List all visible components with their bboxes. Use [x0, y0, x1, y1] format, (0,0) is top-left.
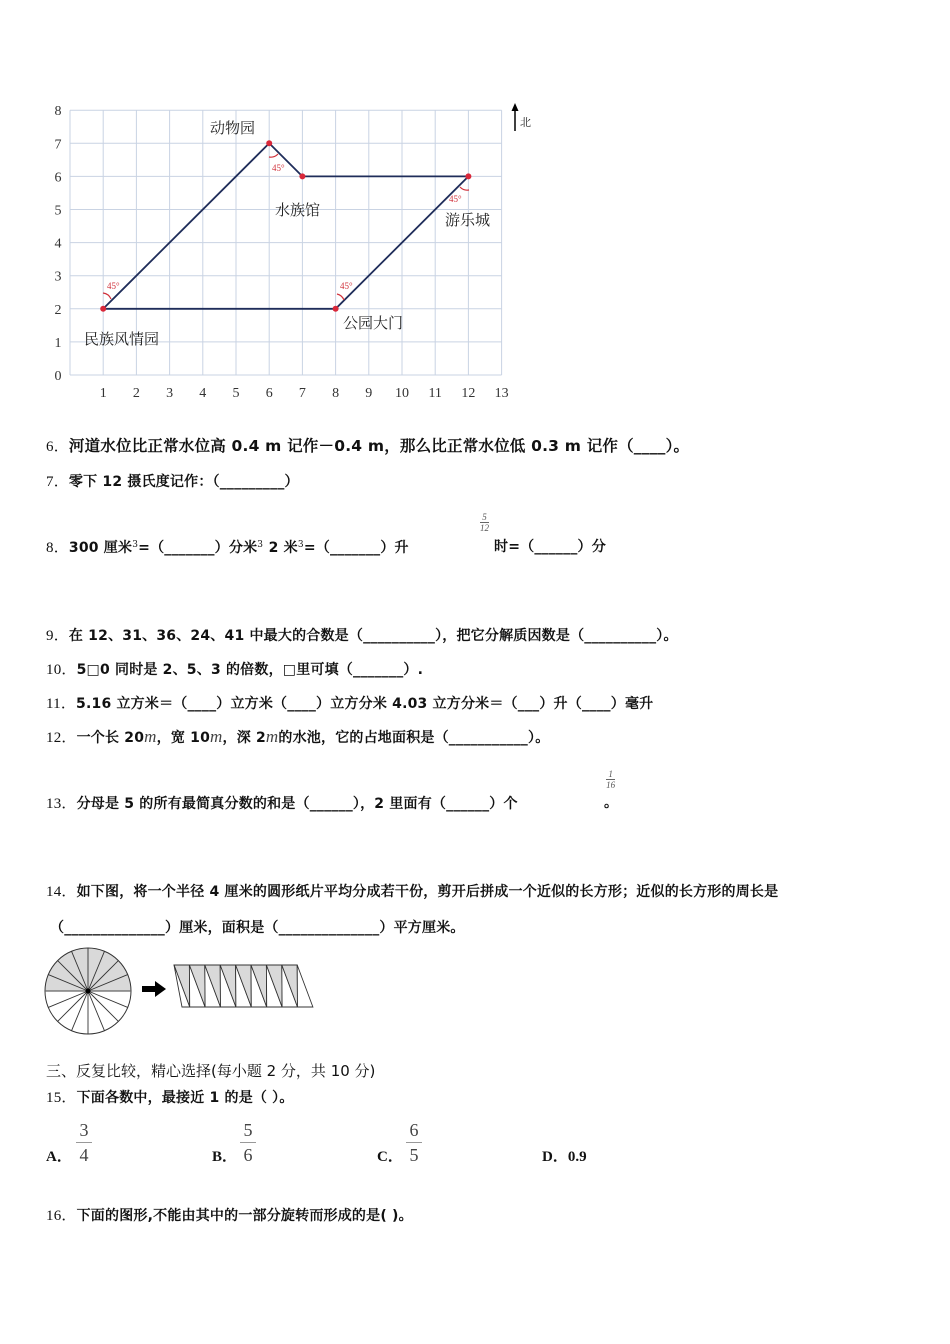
svg-text:5: 5 [54, 203, 62, 219]
svg-text:3: 3 [54, 269, 62, 285]
fraction-1-16: $\frac{1}{16}$ [606, 769, 616, 790]
question-14: 14．如下图，将一个半径 4 厘米的圆形纸片平均分成若干份，剪开后拼成一个近似的长方形；近似的长方形的周长是 [46, 884, 779, 900]
svg-text:12: 12 [461, 386, 476, 401]
angle-label: 45° [272, 163, 285, 173]
approx-rectangle [174, 965, 313, 1007]
question-7: 7．零下 12 摄氏度记作：（_________） [46, 474, 299, 490]
svg-text:7: 7 [298, 386, 306, 401]
svg-text:5: 5 [232, 386, 240, 401]
question-9: 9．在 12、31、36、24、41 中最大的合数是（__________），把它分解质因数是（__________）。 [46, 628, 678, 644]
map-diagram [0, 0, 560, 410]
svg-text:6: 6 [54, 170, 62, 186]
svg-text:0: 0 [54, 369, 62, 384]
fraction-5-12: $\frac{5}{12}$ [480, 512, 489, 533]
north-arrow-icon [512, 103, 519, 131]
svg-text:9: 9 [365, 386, 373, 401]
question-14-line2: （______________）厘米，面积是（______________）平方厘米。 [50, 920, 465, 936]
question-6: 6．河道水位比正常水位高 0.4 m 记作－0.4 m，那么比正常水位低 0.3 m 记作（____）。 [46, 437, 690, 455]
question-11: 11．5.16 立方米＝（____）立方米（____）立方分米 4.03 立方分米＝（___）升（____）毫升 [46, 696, 654, 712]
label-aquarium: 水族馆 [275, 203, 321, 219]
svg-text:6: 6 [265, 386, 273, 401]
option-b-label[interactable]: B． [212, 1149, 238, 1165]
divided-circle [45, 948, 131, 1034]
label-folk-park: 民族风情园 [84, 332, 160, 348]
axis-ticks [55, 104, 509, 401]
svg-text:10: 10 [395, 386, 409, 401]
svg-text:8: 8 [54, 104, 62, 120]
option-c-label[interactable]: C． [377, 1149, 403, 1165]
question-8: 8．300 厘米$^3$=（_______）分米$^3$ 2 米$^3$=（_______）升 [46, 540, 409, 556]
option-b-fraction[interactable]: 5 6 [240, 1120, 256, 1165]
option-c-fraction[interactable]: 6 5 [406, 1120, 422, 1165]
angle-label: 45° [340, 281, 353, 291]
arrow-right-icon [142, 981, 166, 997]
circle-to-rectangle-figure [40, 942, 320, 1042]
north-label: 北 [520, 117, 531, 129]
route-path [100, 140, 471, 311]
label-zoo: 动物园 [210, 121, 256, 137]
svg-text:4: 4 [199, 386, 207, 401]
label-amusement: 游乐城 [445, 213, 491, 229]
label-park-gate: 公园大门 [343, 316, 404, 332]
question-15: 15．下面各数中，最接近 1 的是（ ）。 [46, 1090, 294, 1106]
question-12: 12．一个长 20m，宽 10m，深 2m的水池，它的占地面积是（___________）。 [46, 727, 550, 746]
svg-text:2: 2 [132, 386, 140, 401]
question-8-time: 时=（______）分 [494, 539, 606, 555]
question-16: 16．下面的图形,不能由其中的一部分旋转而形成的是( )。 [46, 1208, 413, 1224]
question-13: 13．分母是 5 的所有最简真分数的和是（______），2 里面有（______）个 [46, 796, 518, 812]
question-13-end: 。 [604, 795, 619, 811]
svg-text:11: 11 [428, 386, 442, 401]
svg-text:13: 13 [494, 386, 509, 401]
option-a-label[interactable]: A． [46, 1149, 72, 1165]
svg-text:3: 3 [166, 386, 174, 401]
angle-label: 45° [449, 194, 462, 204]
section-3-title: 三、反复比较，精心选择(每小题 2 分，共 10 分) [46, 1062, 376, 1080]
question-10: 10．5□0 同时是 2、5、3 的倍数，□里可填（_______）. [46, 662, 424, 678]
svg-text:1: 1 [54, 335, 62, 351]
svg-text:8: 8 [332, 386, 340, 401]
option-a-fraction[interactable]: 3 4 [76, 1120, 92, 1165]
svg-text:4: 4 [54, 236, 62, 252]
svg-text:2: 2 [54, 302, 62, 318]
svg-text:1: 1 [99, 386, 107, 401]
option-d[interactable]: D．0.9 [542, 1149, 587, 1165]
svg-text:7: 7 [54, 137, 62, 153]
angle-label: 45° [107, 281, 120, 291]
